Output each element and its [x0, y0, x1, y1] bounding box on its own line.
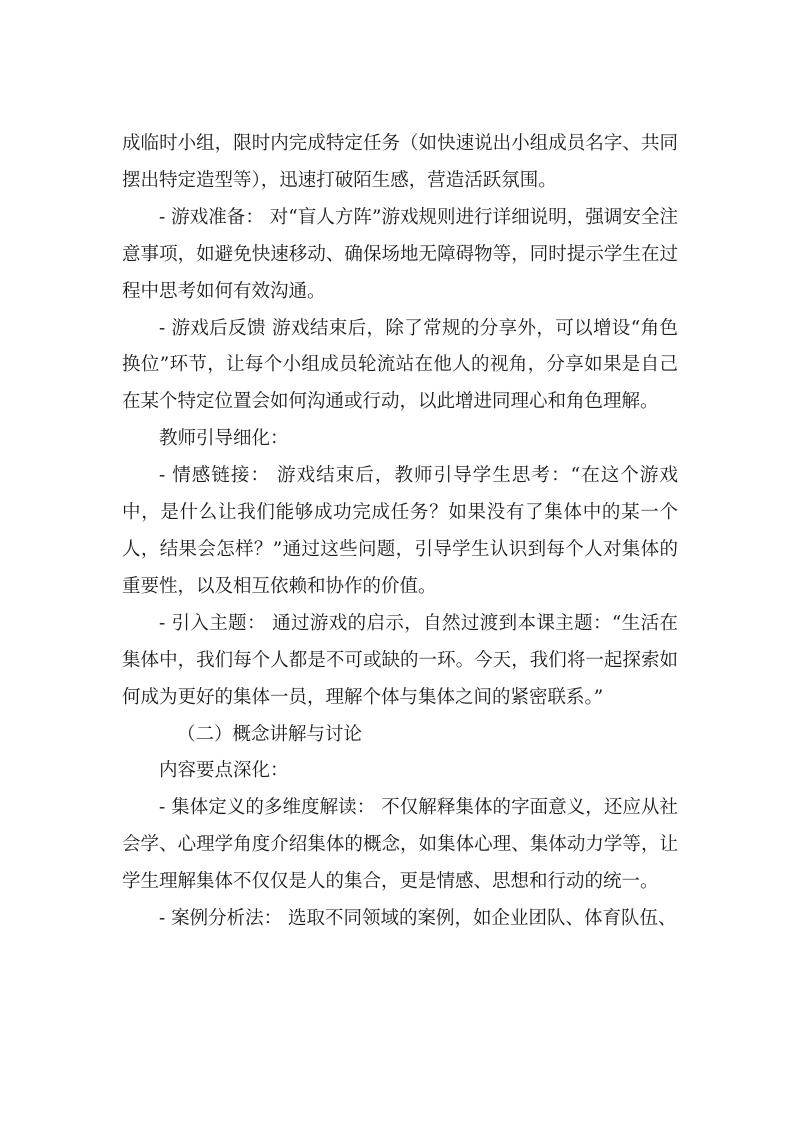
paragraph-intro-continued: 成临时小组，限时内完成特定任务（如快速说出小组成员名字、共同摆出特定造型等），迅速打破陌生感，营造活跃氛围。	[122, 133, 678, 191]
document-body	[122, 126, 678, 938]
paragraph-case-analysis: - 案例分析法： 选取不同领域的案例，如企业团队、体育队伍、	[159, 908, 677, 930]
paragraph-collective-definition: - 集体定义的多维度解读： 不仅解释集体的字面意义，还应从社会学、心理学角度介绍集体的概念，如集体心理、集体动力学等，让学生理解集体不仅仅是人的集合，更是情感、思想和行动的统一。	[122, 797, 678, 893]
paragraph-content-points: 内容要点深化：	[159, 760, 289, 782]
paragraph-game-feedback: - 游戏后反馈 游戏结束后，除了常规的分享外，可以增设“角色换位”环节，让每个小组成员轮流站在他人的视角，分享如果是自己在某个特定位置会如何沟通或行动，以此增进同理心和角色理解。	[122, 317, 678, 413]
paragraph-game-preparation: - 游戏准备： 对“盲人方阵”游戏规则进行详细说明，强调安全注意事项，如避免快速移动、确保场地无障碍物等，同时提示学生在过程中思考如何有效沟通。	[122, 206, 678, 302]
paragraph-introduce-theme: - 引入主题： 通过游戏的启示，自然过渡到本课主题：“生活在集体中，我们每个人都是不可或缺的一环。今天，我们将一起探索如何成为更好的集体一员，理解个体与集体之间的紧密联系。”	[122, 612, 678, 708]
section-heading: （二）概念讲解与讨论	[177, 723, 363, 745]
paragraph-emotional-link: - 情感链接： 游戏结束后，教师引导学生思考：“在这个游戏中，是什么让我们能够成功完成任务？如果没有了集体中的某一个人，结果会怎样？”通过这些问题，引导学生认识到每个人对集体的重要性，以及相互依赖和协作的价值。	[122, 465, 678, 597]
paragraph-teacher-guidance: 教师引导细化：	[159, 428, 289, 450]
